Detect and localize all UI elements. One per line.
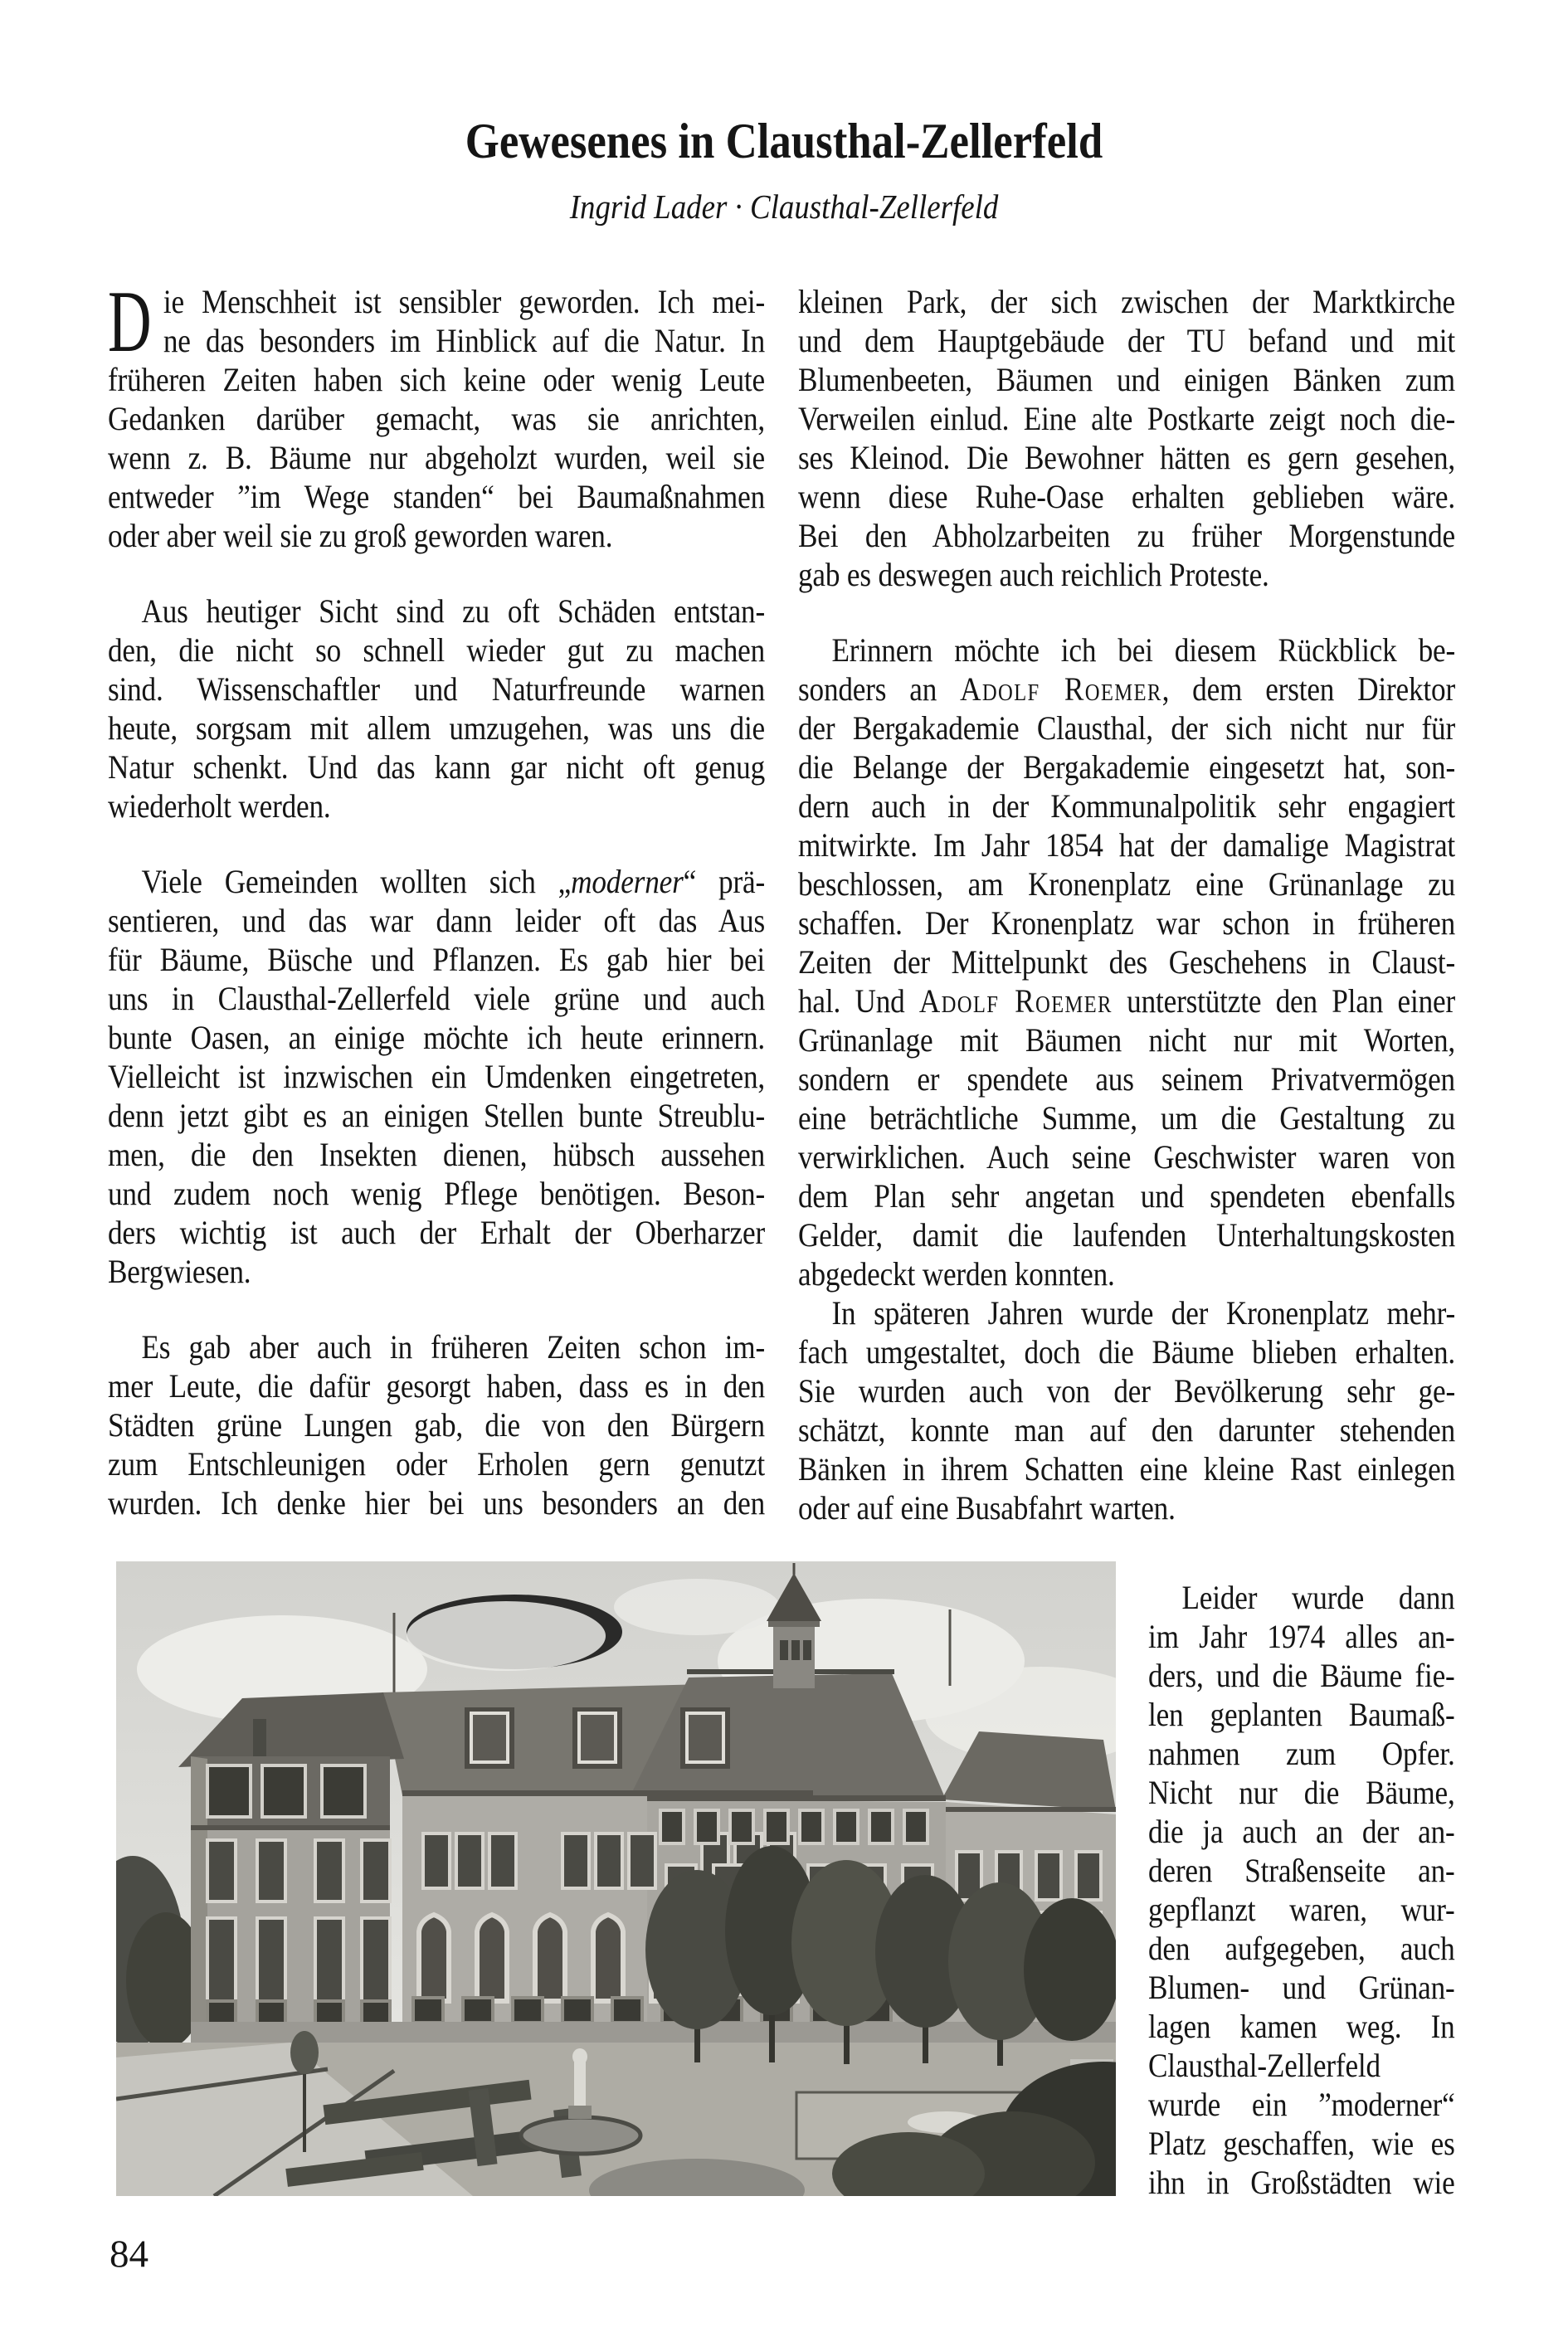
text-line: deren Straßenseite an- bbox=[1148, 1852, 1455, 1889]
text-line: zum Entschleunigen oder Erholen gern genutzt bbox=[108, 1445, 765, 1483]
text-line: wurde ein ”moderner“ bbox=[1148, 2086, 1455, 2123]
text-line: Es gab aber auch in früheren Zeiten schon im- bbox=[141, 1328, 766, 1366]
text-line: gepflanzt waren, wur- bbox=[1148, 1891, 1455, 1928]
text-line: Natur schenkt. Und das kann gar nicht oft genug bbox=[108, 748, 765, 786]
text-line: Gedanken darüber gemacht, was sie anrichten, bbox=[108, 400, 765, 437]
text-line: uns in Clausthal-Zellerfeld viele grüne und auch bbox=[108, 980, 765, 1017]
text-line: gab es deswegen auch reichlich Proteste. bbox=[798, 556, 1269, 593]
text-line: die Belange der Bergakademie eingesetzt hat, son- bbox=[798, 748, 1455, 786]
paragraph bbox=[108, 1327, 765, 1522]
text-line: schätzt, konnte man auf den darunter stehenden bbox=[798, 1411, 1455, 1449]
text-line: Vielleicht ist inzwischen ein Umdenken eingetreten, bbox=[108, 1058, 765, 1095]
text-line: sentieren, und das war dann leider oft das Aus bbox=[108, 902, 765, 939]
text-line: Viele Gemeinden wollten sich „moderner“ prä- bbox=[141, 863, 766, 900]
text-line: und dem Hauptgebäude der TU befand und mit bbox=[798, 322, 1455, 359]
paragraph bbox=[108, 592, 765, 825]
text-line: wenn diese Ruhe-Oase erhalten geblieben wäre. bbox=[798, 478, 1455, 515]
text-line: verwirklichen. Auch seine Geschwister waren von bbox=[798, 1138, 1455, 1176]
text-line: Verweilen einlud. Eine alte Postkarte zeigt noch die- bbox=[798, 400, 1455, 437]
text-line: In späteren Jahren wurde der Kronenplatz mehr- bbox=[831, 1294, 1455, 1332]
text-line: hal. Und Adolf Roemer unterstützte den Plan einer bbox=[798, 982, 1455, 1020]
text-line: ses Kleinod. Die Bewohner hätten es gern gesehen, bbox=[798, 439, 1455, 476]
drop-cap: D bbox=[108, 273, 152, 370]
text-line: Clausthal-Zellerfeld bbox=[1148, 2047, 1381, 2084]
paragraph bbox=[1148, 1578, 1455, 2202]
text-line: Aus heutiger Sicht sind zu oft Schäden entstan- bbox=[141, 592, 766, 630]
text-line: Platz geschaffen, wie es bbox=[1148, 2125, 1455, 2162]
text-line: schaffen. Der Kronenplatz war schon in früheren bbox=[798, 904, 1455, 942]
text-line: entweder ”im Wege standen“ bei Baumaßnahmen bbox=[108, 478, 765, 515]
text-line: der Bergakademie Clausthal, der sich nicht nur für bbox=[798, 709, 1455, 747]
text-line: sondern er spendete aus seinem Privatvermögen bbox=[798, 1060, 1455, 1098]
text-line: dern auch in der Kommunalpolitik sehr engagiert bbox=[798, 787, 1455, 825]
text-line: früheren Zeiten haben sich keine oder wenig Leute bbox=[108, 361, 765, 398]
text-line: den aufgegeben, auch bbox=[1148, 1930, 1455, 1967]
building-photo-illustration bbox=[116, 1561, 1116, 2196]
text-line: den, die nicht so schnell wieder gut zu machen bbox=[108, 631, 765, 669]
text-line: wenn z. B. Bäume nur abgeholzt wurden, weil sie bbox=[108, 439, 765, 476]
text-line: wurden. Ich denke hier bei uns besonders an den bbox=[108, 1484, 765, 1522]
text-line: nahmen zum Opfer. bbox=[1148, 1735, 1455, 1772]
text-line: wiederholt werden. bbox=[108, 787, 331, 825]
text-line: Zeiten der Mittelpunkt des Geschehens in Claust- bbox=[798, 943, 1455, 981]
text-line: mer Leute, die dafür gesorgt haben, dass es in den bbox=[108, 1367, 765, 1405]
text-line: ie Menschheit ist sensibler geworden. Ich mei- bbox=[163, 283, 765, 320]
text-line: ihn in Großstädten wie bbox=[1148, 2164, 1455, 2201]
text-line: heute, sorgsam mit allem umzugehen, was uns die bbox=[108, 709, 765, 747]
text-line: Blumen- und Grünan- bbox=[1148, 1969, 1455, 2006]
text-line: Grünanlage mit Bäumen nicht nur mit Worten, bbox=[798, 1021, 1455, 1059]
article-byline: Ingrid Lader · Clausthal-Zellerfeld bbox=[569, 187, 999, 226]
text-line: ne das besonders im Hinblick auf die Natur. In bbox=[163, 322, 765, 359]
text-line: Gelder, damit die laufenden Unterhaltungskosten bbox=[798, 1216, 1455, 1254]
text-line: Bei den Abholzarbeiten zu früher Morgenstunde bbox=[798, 517, 1455, 554]
text-line: Bergwiesen. bbox=[108, 1253, 251, 1290]
text-line: und zudem noch wenig Pflege benötigen. Beson- bbox=[108, 1175, 765, 1212]
paragraph bbox=[108, 862, 765, 1291]
page-number: 84 bbox=[110, 2233, 149, 2276]
text-column-beside-photo bbox=[1148, 1578, 1455, 2202]
text-line: abgedeckt werden konnten. bbox=[798, 1255, 1115, 1293]
text-line: len geplanten Baumaß- bbox=[1148, 1696, 1455, 1733]
text-line: sind. Wissenschaftler und Naturfreunde warnen bbox=[108, 670, 765, 708]
text-line: mitwirkte. Im Jahr 1854 hat der damalige Magistrat bbox=[798, 826, 1455, 864]
text-line: ders wichtig ist auch der Erhalt der Oberharzer bbox=[108, 1214, 765, 1251]
text-line: Leider wurde dann bbox=[1181, 1579, 1455, 1616]
text-line: sonders an Adolf Roemer, dem ersten Direktor bbox=[798, 670, 1456, 708]
text-line: Erinnern möchte ich bei diesem Rückblick be- bbox=[831, 631, 1455, 669]
article-title: Gewesenes in Clausthal-Zellerfeld bbox=[465, 114, 1103, 168]
paragraph bbox=[108, 273, 765, 555]
text-line: oder auf eine Busabfahrt warten. bbox=[798, 1489, 1176, 1527]
text-line: Sie wurden auch von der Bevölkerung sehr ge- bbox=[798, 1372, 1455, 1410]
paragraph bbox=[798, 282, 1455, 594]
paragraph bbox=[798, 631, 1455, 1293]
text-line: beschlossen, am Kronenplatz eine Grünanlage zu bbox=[798, 865, 1455, 903]
text-line: für Bäume, Büsche und Pflanzen. Es gab hier bei bbox=[108, 941, 765, 978]
text-line: lagen kamen weg. In bbox=[1148, 2008, 1455, 2045]
building-photo bbox=[116, 1561, 1116, 2196]
text-line: kleinen Park, der sich zwischen der Marktkirche bbox=[798, 283, 1455, 320]
text-line: fach umgestaltet, doch die Bäume blieben erhalten. bbox=[798, 1333, 1455, 1371]
text-line: ders, und die Bäume fie- bbox=[1148, 1657, 1455, 1694]
paragraph bbox=[798, 1293, 1455, 1527]
text-line: Städten grüne Lungen gab, die von den Bürgern bbox=[108, 1406, 765, 1444]
text-line: men, die den Insekten dienen, hübsch aussehen bbox=[108, 1136, 765, 1173]
text-line: bunte Oasen, an einige möchte ich heute erinnern. bbox=[108, 1019, 765, 1056]
text-line: oder aber weil sie zu groß geworden waren. bbox=[108, 517, 613, 554]
text-line: im Jahr 1974 alles an- bbox=[1148, 1618, 1455, 1655]
text-line: denn jetzt gibt es an einigen Stellen bunte Streublu- bbox=[108, 1097, 765, 1134]
text-line: Blumenbeeten, Bäumen und einigen Bänken zum bbox=[798, 361, 1455, 398]
text-line: eine beträchtliche Summe, um die Gestaltung zu bbox=[798, 1099, 1455, 1137]
text-line: Nicht nur die Bäume, bbox=[1148, 1774, 1455, 1811]
text-line: die ja auch an der an- bbox=[1148, 1813, 1455, 1850]
text-column-right bbox=[798, 282, 1455, 1527]
text-line: dem Plan sehr angetan und spendeten ebenfalls bbox=[798, 1177, 1455, 1215]
text-line: Bänken in ihrem Schatten eine kleine Rast einlegen bbox=[798, 1450, 1455, 1488]
text-column-left bbox=[108, 273, 766, 1522]
